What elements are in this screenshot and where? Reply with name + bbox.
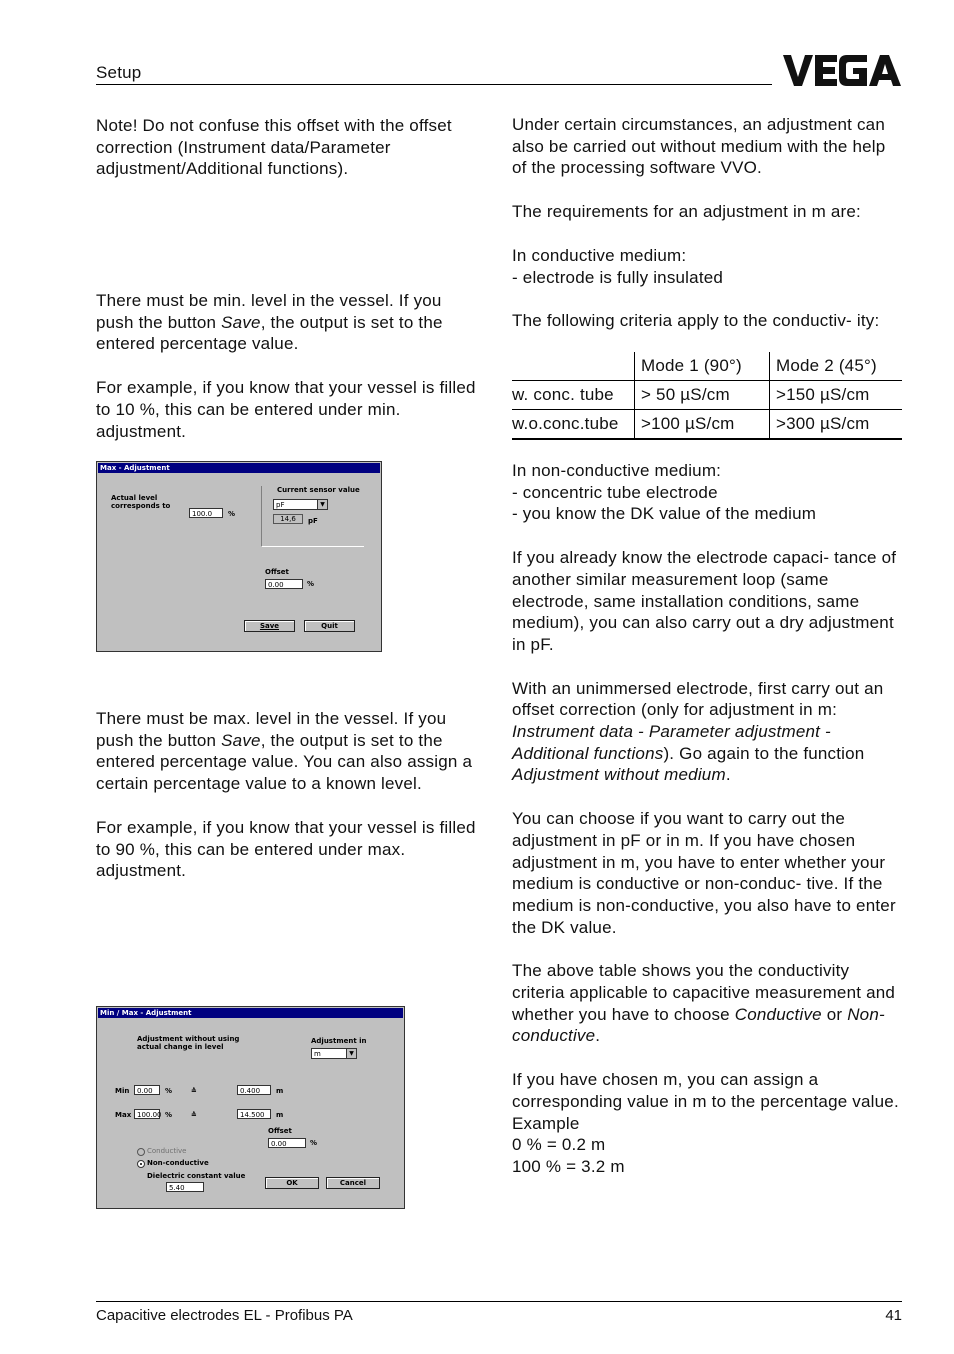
conductivity-table	[512, 352, 902, 440]
footer-rule	[96, 1301, 902, 1302]
offset-percent: %	[310, 1139, 318, 1147]
unit-select[interactable]: pF ▼	[273, 499, 328, 510]
table-cell: >300 µS/cm	[770, 410, 903, 440]
non-conductive-title: In non-conductive medium:	[512, 461, 722, 480]
min-paragraph-2: For example, if you know that your vessel is filled to 10 %, this can be entered under min. adjustment.	[96, 378, 476, 441]
max-adjustment-text	[96, 708, 486, 882]
intro-paragraph: Under certain circumstances, an adjustment can also be carried out without medium with the help of the processing software VVO.	[512, 115, 886, 178]
sensor-unit: pF	[308, 517, 318, 525]
min-percent-sign: %	[165, 1087, 173, 1095]
dielectric-label: Dielectric constant value	[147, 1172, 246, 1180]
cancel-button[interactable]: Cancel	[326, 1177, 380, 1189]
note-text: Note! Do not confuse this offset with the offset correction (Instrument data/Parameter adjustment/Additional functions).	[96, 116, 452, 179]
offset-label: Offset	[265, 568, 289, 576]
header-rule	[96, 84, 772, 85]
table-cell: >100 µS/cm	[635, 410, 770, 440]
note-paragraph	[96, 115, 481, 180]
current-sensor-label: Current sensor value	[277, 486, 360, 494]
max-paragraph-2: For example, if you know that your vessel is filled to 90 %, this can be entered under max. adjustment.	[96, 817, 476, 881]
conductive-title: In conductive medium:	[512, 245, 687, 265]
offset-label: Offset	[268, 1127, 292, 1135]
page-number: 41	[885, 1307, 902, 1324]
chevron-down-icon: ▼	[317, 500, 327, 509]
max-corresponds-icon: ≙	[191, 1111, 197, 1119]
level-input[interactable]: 100.0	[189, 508, 223, 518]
non-conductive-radio[interactable]	[137, 1160, 145, 1168]
footer-doc-title: Capacitive electrodes EL - Profibus PA	[96, 1307, 353, 1324]
ok-button[interactable]: OK	[265, 1177, 319, 1189]
adjustment-in-label: Adjustment in	[311, 1037, 367, 1045]
quit-button[interactable]: Quit	[304, 620, 355, 632]
dry-adjustment-paragraph: If you already know the electrode capaci- tance of another similar measurement loop (same electrode, same installation conditions, same medium), you can also carry out a dry adjustment in pF.	[512, 548, 897, 654]
dielectric-input[interactable]: 5.40	[166, 1182, 204, 1192]
right-column-upper	[512, 114, 902, 332]
table-header-cell: Mode 2 (45°)	[770, 352, 903, 381]
offset-input[interactable]: 0.00	[265, 579, 303, 589]
min-label: Min	[115, 1087, 130, 1095]
non-conductive-item-2: - you know the DK value of the medium	[512, 504, 817, 524]
vega-logo	[783, 55, 901, 87]
min-m-unit: m	[276, 1087, 284, 1095]
min-m-input[interactable]: 0.400	[237, 1085, 271, 1095]
non-conductive-item-1: - concentric tube electrode	[512, 482, 718, 502]
actual-level-label: Actual level corresponds to	[111, 494, 171, 510]
max-paragraph-1: There must be max. level in the vessel. If you push the button Save, the output is set to the entered percentage value. You can also assign a certain percentage value to a known level.	[96, 709, 473, 794]
example-line-2: 100 % = 3.2 m	[512, 1156, 625, 1176]
conductive-radio[interactable]	[137, 1148, 145, 1156]
table-explanation-paragraph: The above table shows you the conductivity criteria applicable to capacitive measurement and whether you have to choose Conductive or Non-conductive.	[512, 961, 896, 1046]
table-header-cell	[512, 352, 635, 381]
min-paragraph-1: There must be min. level in the vessel. If you push the button Save, the output is set to the entered percentage value.	[96, 291, 443, 354]
sensor-value: 14,6	[273, 514, 303, 524]
dialog-title-bar: Min / Max - Adjustment	[98, 1008, 403, 1018]
min-percent-input[interactable]: 0.00	[134, 1085, 160, 1095]
max-percent-sign: %	[165, 1111, 173, 1119]
max-label: Max	[115, 1111, 132, 1119]
conductive-label: Conductive	[147, 1147, 187, 1155]
min-adjustment-text	[96, 290, 482, 442]
max-adjustment-dialog	[96, 461, 382, 652]
offset-correction-paragraph: With an unimmersed electrode, first carry out an offset correction (only for adjustment in m: Instrument data - Parameter adjustment - Additional functions). Go again to the function Adjustment without medium.	[512, 678, 884, 785]
max-percent-input[interactable]: 100.00	[134, 1109, 160, 1119]
max-m-input[interactable]: 14.500	[237, 1109, 271, 1119]
choose-unit-paragraph: You can choose if you want to carry out the adjustment in pF or in m. If you have chosen adjustment in m, you have to enter whether your medium is conductive or non-conduc- tive. If the medium is non-conductive, you also have to enter the DK value.	[512, 809, 896, 937]
unit-select[interactable]: m ▼	[311, 1048, 357, 1059]
offset-percent: %	[307, 580, 315, 588]
conductive-item: - electrode is fully insulated	[512, 267, 724, 287]
section-title: Setup	[96, 63, 142, 82]
example-title: Example	[512, 1113, 580, 1133]
table-header-row	[512, 352, 902, 381]
save-button[interactable]: Save	[244, 620, 295, 632]
example-line-1: 0 % = 0.2 m	[512, 1135, 606, 1155]
criteria-paragraph: The following criteria apply to the conductiv- ity:	[512, 311, 880, 331]
non-conductive-label: Non-conductive	[147, 1159, 209, 1167]
requirements-paragraph: The requirements for an adjustment in m are:	[512, 202, 861, 222]
chevron-down-icon: ▼	[346, 1049, 356, 1058]
dialog-title-bar: Max - Adjustment	[98, 463, 380, 473]
table-cell: w. conc. tube	[512, 385, 614, 404]
assign-m-paragraph: If you have chosen m, you can assign a corresponding value in m to the percentage value.	[512, 1070, 899, 1111]
table-header-cell: Mode 1 (90°)	[635, 352, 770, 381]
right-column-lower	[512, 460, 904, 1178]
percent-label: %	[228, 510, 236, 518]
table-row	[512, 410, 902, 440]
table-cell: w.o.conc.tube	[512, 414, 619, 433]
table-cell: > 50 µS/cm	[635, 381, 770, 410]
min-corresponds-icon: ≙	[191, 1087, 197, 1095]
table-cell: >150 µS/cm	[770, 381, 903, 410]
table-row	[512, 381, 902, 410]
adjust-without-label: Adjustment without using actual change in level	[137, 1035, 240, 1051]
min-max-adjustment-dialog	[96, 1006, 405, 1209]
max-m-unit: m	[276, 1111, 284, 1119]
offset-input[interactable]: 0.00	[268, 1138, 306, 1148]
